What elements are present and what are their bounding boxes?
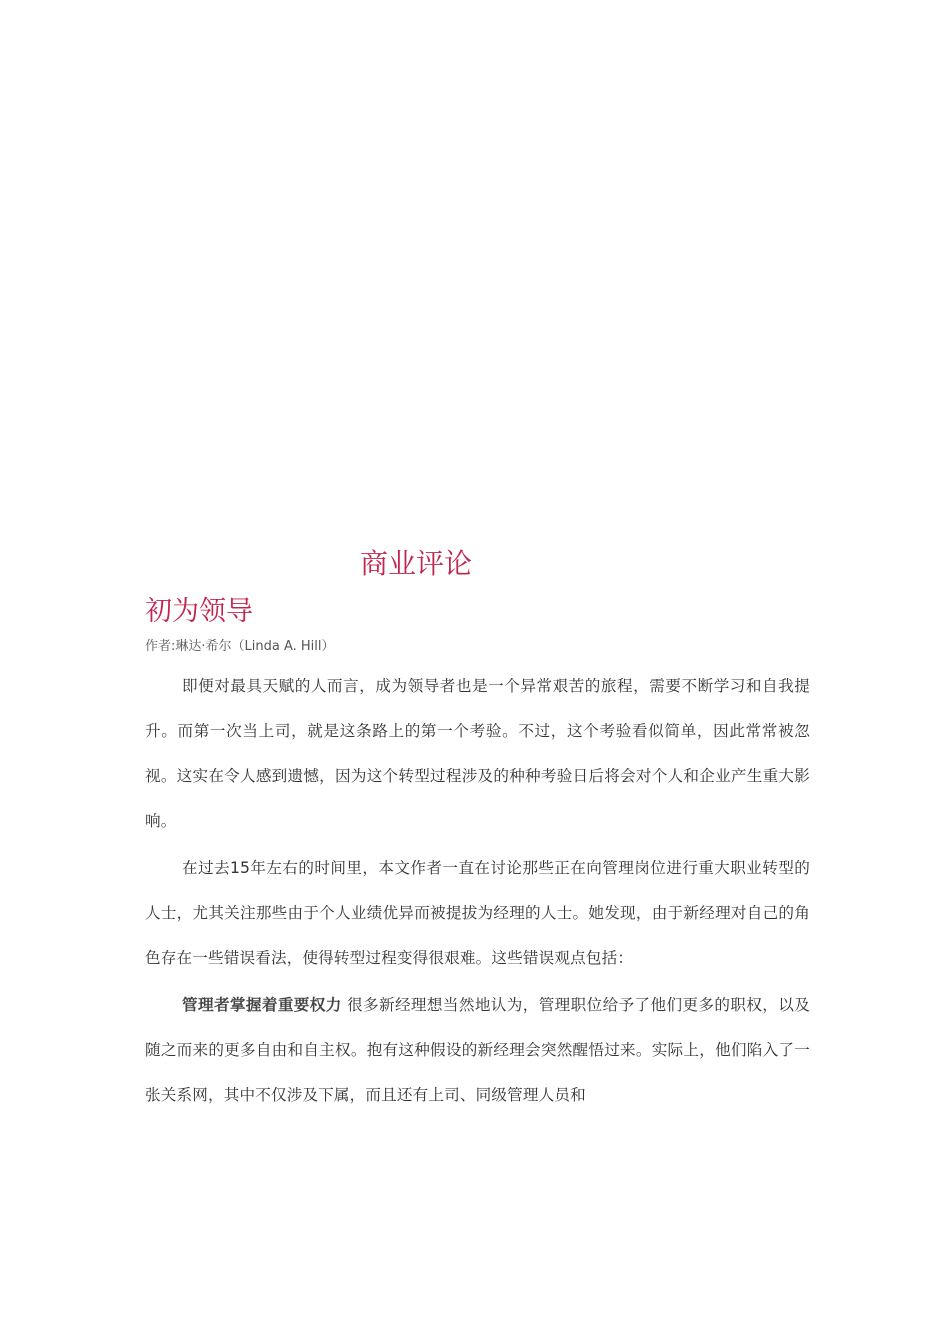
paragraph-text: 在过去15年左右的时间里，本文作者一直在讨论那些正在向管理岗位进行重大职业转型的人士，尤其关注那些由于个人业绩优异而被提拔为经理的人士。她发现，由于新经理对自己的角色存在一些错误看法，使得转型过程变得很艰难。这些错误观点包括： <box>145 859 810 967</box>
paragraph-lead: 管理者掌握着重要权力 <box>182 996 342 1014</box>
article-body <box>145 592 810 1120</box>
paragraph <box>145 983 810 1118</box>
paragraph <box>145 664 810 844</box>
paragraph <box>145 846 810 981</box>
byline: 作者:琳达·希尔（Linda A. Hill） <box>145 639 335 654</box>
article-title: 初为领导 <box>145 596 253 627</box>
paragraph-text: 很多新经理想当然地认为，管理职位给予了他们更多的职权，以及随之而来的更多自由和自主权。抱有这种假设的新经理会突然醒悟过来。实际上，他们陷入了一张关系网，其中不仅涉及下属，而且还有上司、同级管理人员和 <box>145 996 810 1104</box>
masthead: 商业评论 <box>359 547 472 580</box>
paragraph-text: 即便对最具天赋的人而言，成为领导者也是一个异常艰苦的旅程，需要不断学习和自我提升。而第一次当上司，就是这条路上的第一个考验。不过，这个考验看似简单，因此常常被忽视。这实在令人感到遗憾，因为这个转型过程涉及的种种考验日后将会对个人和企业产生重大影响。 <box>145 677 810 830</box>
